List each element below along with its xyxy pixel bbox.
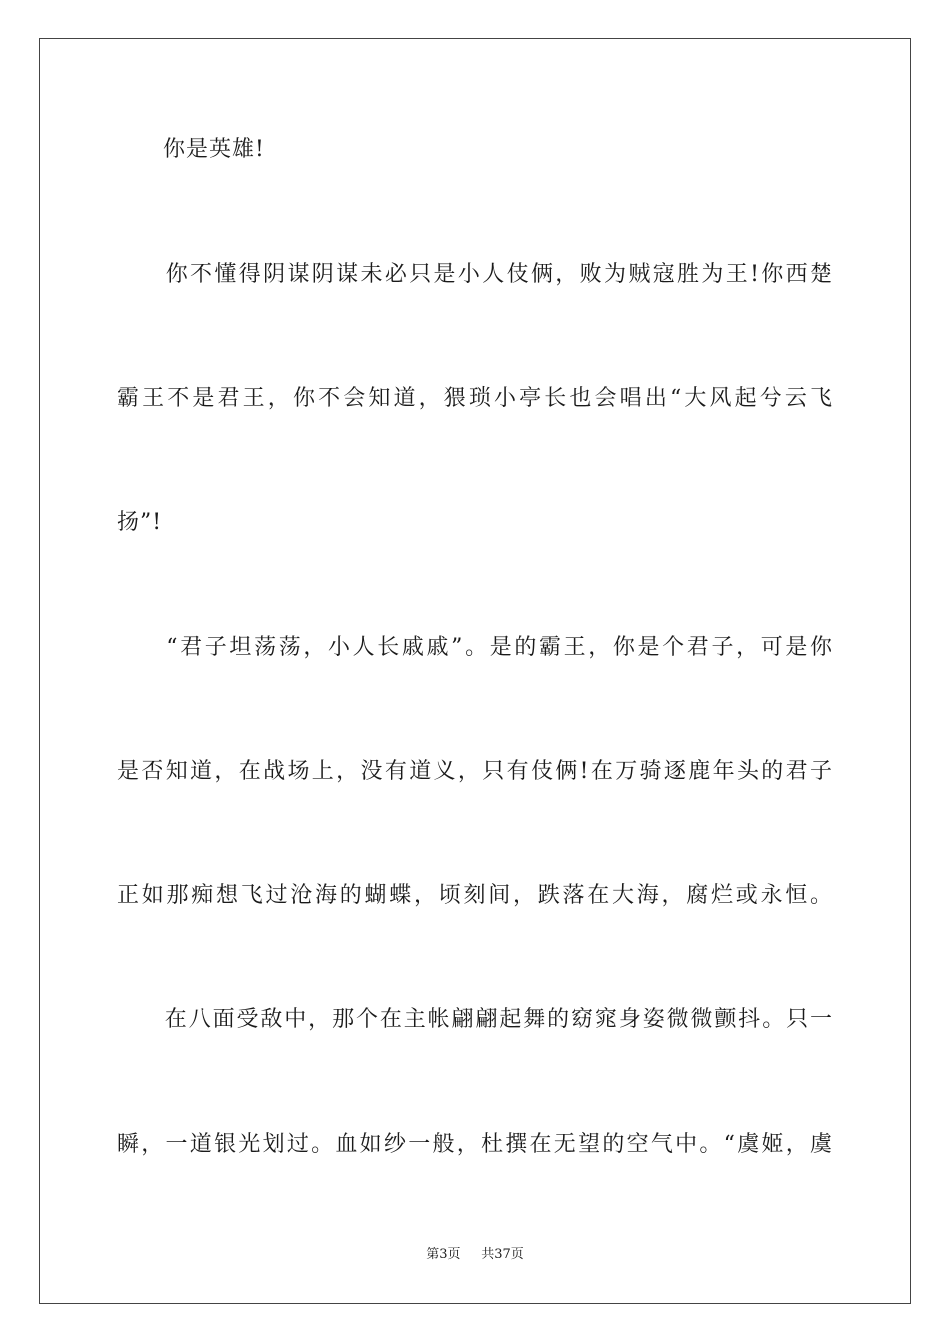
page-footer xyxy=(0,1246,950,1264)
text-line-9: 瞬，一道银光划过。血如纱一般，杜撰在无望的空气中。“虞姬，虞 xyxy=(117,1132,833,1157)
text-line-1: 你是英雄! xyxy=(117,137,265,162)
text-line-8: 在八面受敌中，那个在主帐翩翩起舞的窈窕身姿微微颤抖。只一 xyxy=(117,1007,833,1032)
page-number: 第3页 xyxy=(426,1247,461,1262)
text-line-7: 正如那痴想飞过沧海的蝴蝶，顷刻间，跌落在大海，腐烂或永恒。 xyxy=(117,883,833,908)
text-line-2: 你不懂得阴谋阴谋未必只是小人伎俩，败为贼寇胜为王!你西楚 xyxy=(117,262,833,287)
page-border xyxy=(39,38,911,1304)
text-line-4: 扬”! xyxy=(117,510,163,535)
page-total: 共37页 xyxy=(481,1247,524,1262)
text-line-6: 是否知道，在战场上，没有道义，只有伎俩!在万骑逐鹿年头的君子 xyxy=(117,759,833,784)
text-line-3: 霸王不是君王，你不会知道，猥琐小亭长也会唱出“大风起兮云飞 xyxy=(117,386,833,411)
text-line-5: “君子坦荡荡，小人长戚戚”。是的霸王，你是个君子，可是你 xyxy=(117,635,833,660)
